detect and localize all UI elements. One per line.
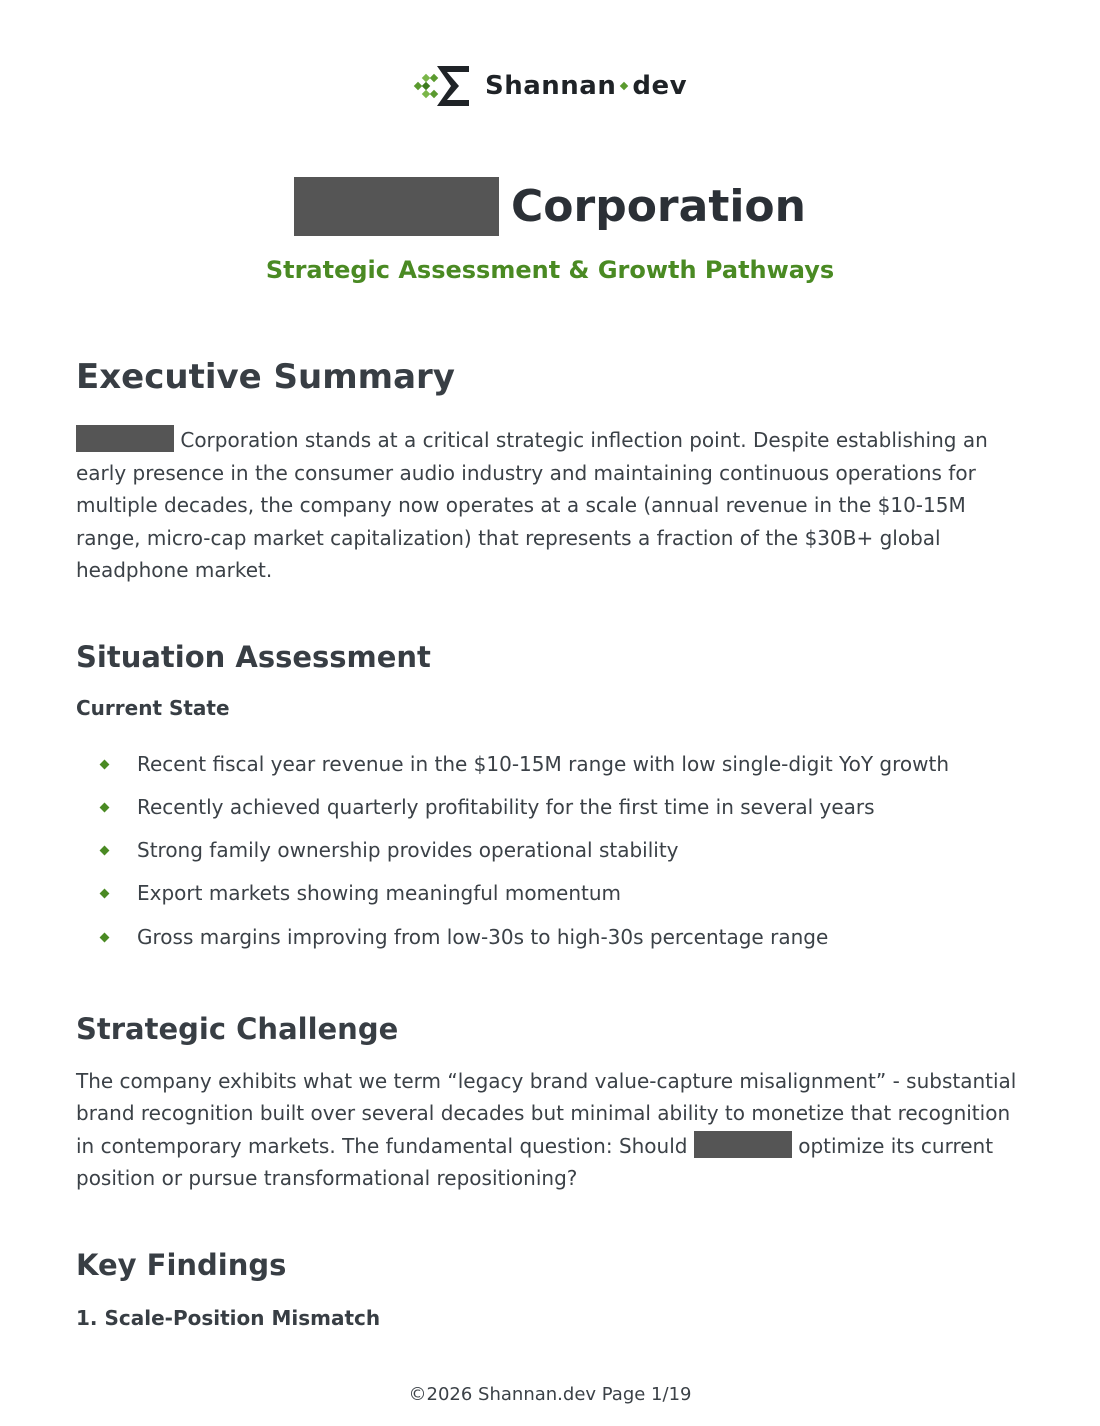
redacted-company-name: [294, 177, 499, 236]
list-item: Recent fiscal year revenue in the $10-15M range with low single-digit YoY growth: [76, 743, 1026, 786]
document-subtitle: Strategic Assessment & Growth Pathways: [265, 256, 835, 284]
diamond-bullet-icon: [100, 846, 110, 856]
list-item: Gross margins improving from low-30s to high-30s percentage range: [76, 916, 1026, 959]
executive-summary-paragraph: [76, 424, 1026, 587]
document-title: [0, 177, 1100, 236]
page-footer: ©2026 Shannan.dev Page 1/19: [408, 1384, 692, 1405]
title-suffix: Corporation: [510, 181, 806, 232]
document-body: [76, 352, 1026, 1333]
redacted-company-name-inline: [76, 425, 174, 452]
sigma-logo-icon: [413, 62, 471, 110]
list-item: Strong family ownership provides operational stability: [76, 829, 1026, 872]
strategic-challenge-paragraph: The company exhibits what we term “legacy brand value-capture misalignment” - substantial brand recognition built over several decades but minimal ability to monetize that recognition in contemporary markets. The fundamental question: Should optimize its current position or pursue transformational repositioning?: [76, 1068, 1017, 1191]
heading-executive-summary: Executive Summary: [76, 357, 455, 397]
heading-strategic-challenge: Strategic Challenge: [76, 1011, 399, 1046]
logo-wordmark: [485, 71, 687, 101]
heading-situation-assessment: Situation Assessment: [76, 639, 431, 674]
logo-text-right: dev: [632, 71, 688, 101]
diamond-bullet-icon: [100, 932, 110, 942]
logo-text-left: Shannan: [484, 71, 617, 101]
executive-summary-text: Corporation stands at a critical strategic inflection point. Despite establishing an early presence in the consumer audio industry and maintaining continuous operations for multiple decades, the company now operates at a scale (annual revenue in the $10-15M range, micro-cap market capitalization) that represents a fraction of the $30B+ global headphone market.: [76, 428, 988, 582]
list-item: Export markets showing meaningful momentum: [76, 872, 1026, 915]
brand-logo: [0, 62, 1100, 110]
diamond-bullet-icon: [100, 889, 110, 899]
heading-key-findings: Key Findings: [76, 1247, 287, 1282]
redacted-company-name-inline: [694, 1131, 792, 1158]
subheading-current-state: Current State: [76, 695, 230, 720]
current-state-list: [76, 743, 1026, 959]
diamond-bullet-icon: [100, 802, 110, 812]
logo-separator-dot: [620, 82, 628, 90]
diamond-bullet-icon: [100, 759, 110, 769]
list-item: Recently achieved quarterly profitability for the first time in several years: [76, 786, 1026, 829]
finding-scale-position-mismatch: 1. Scale-Position Mismatch: [76, 1305, 381, 1330]
